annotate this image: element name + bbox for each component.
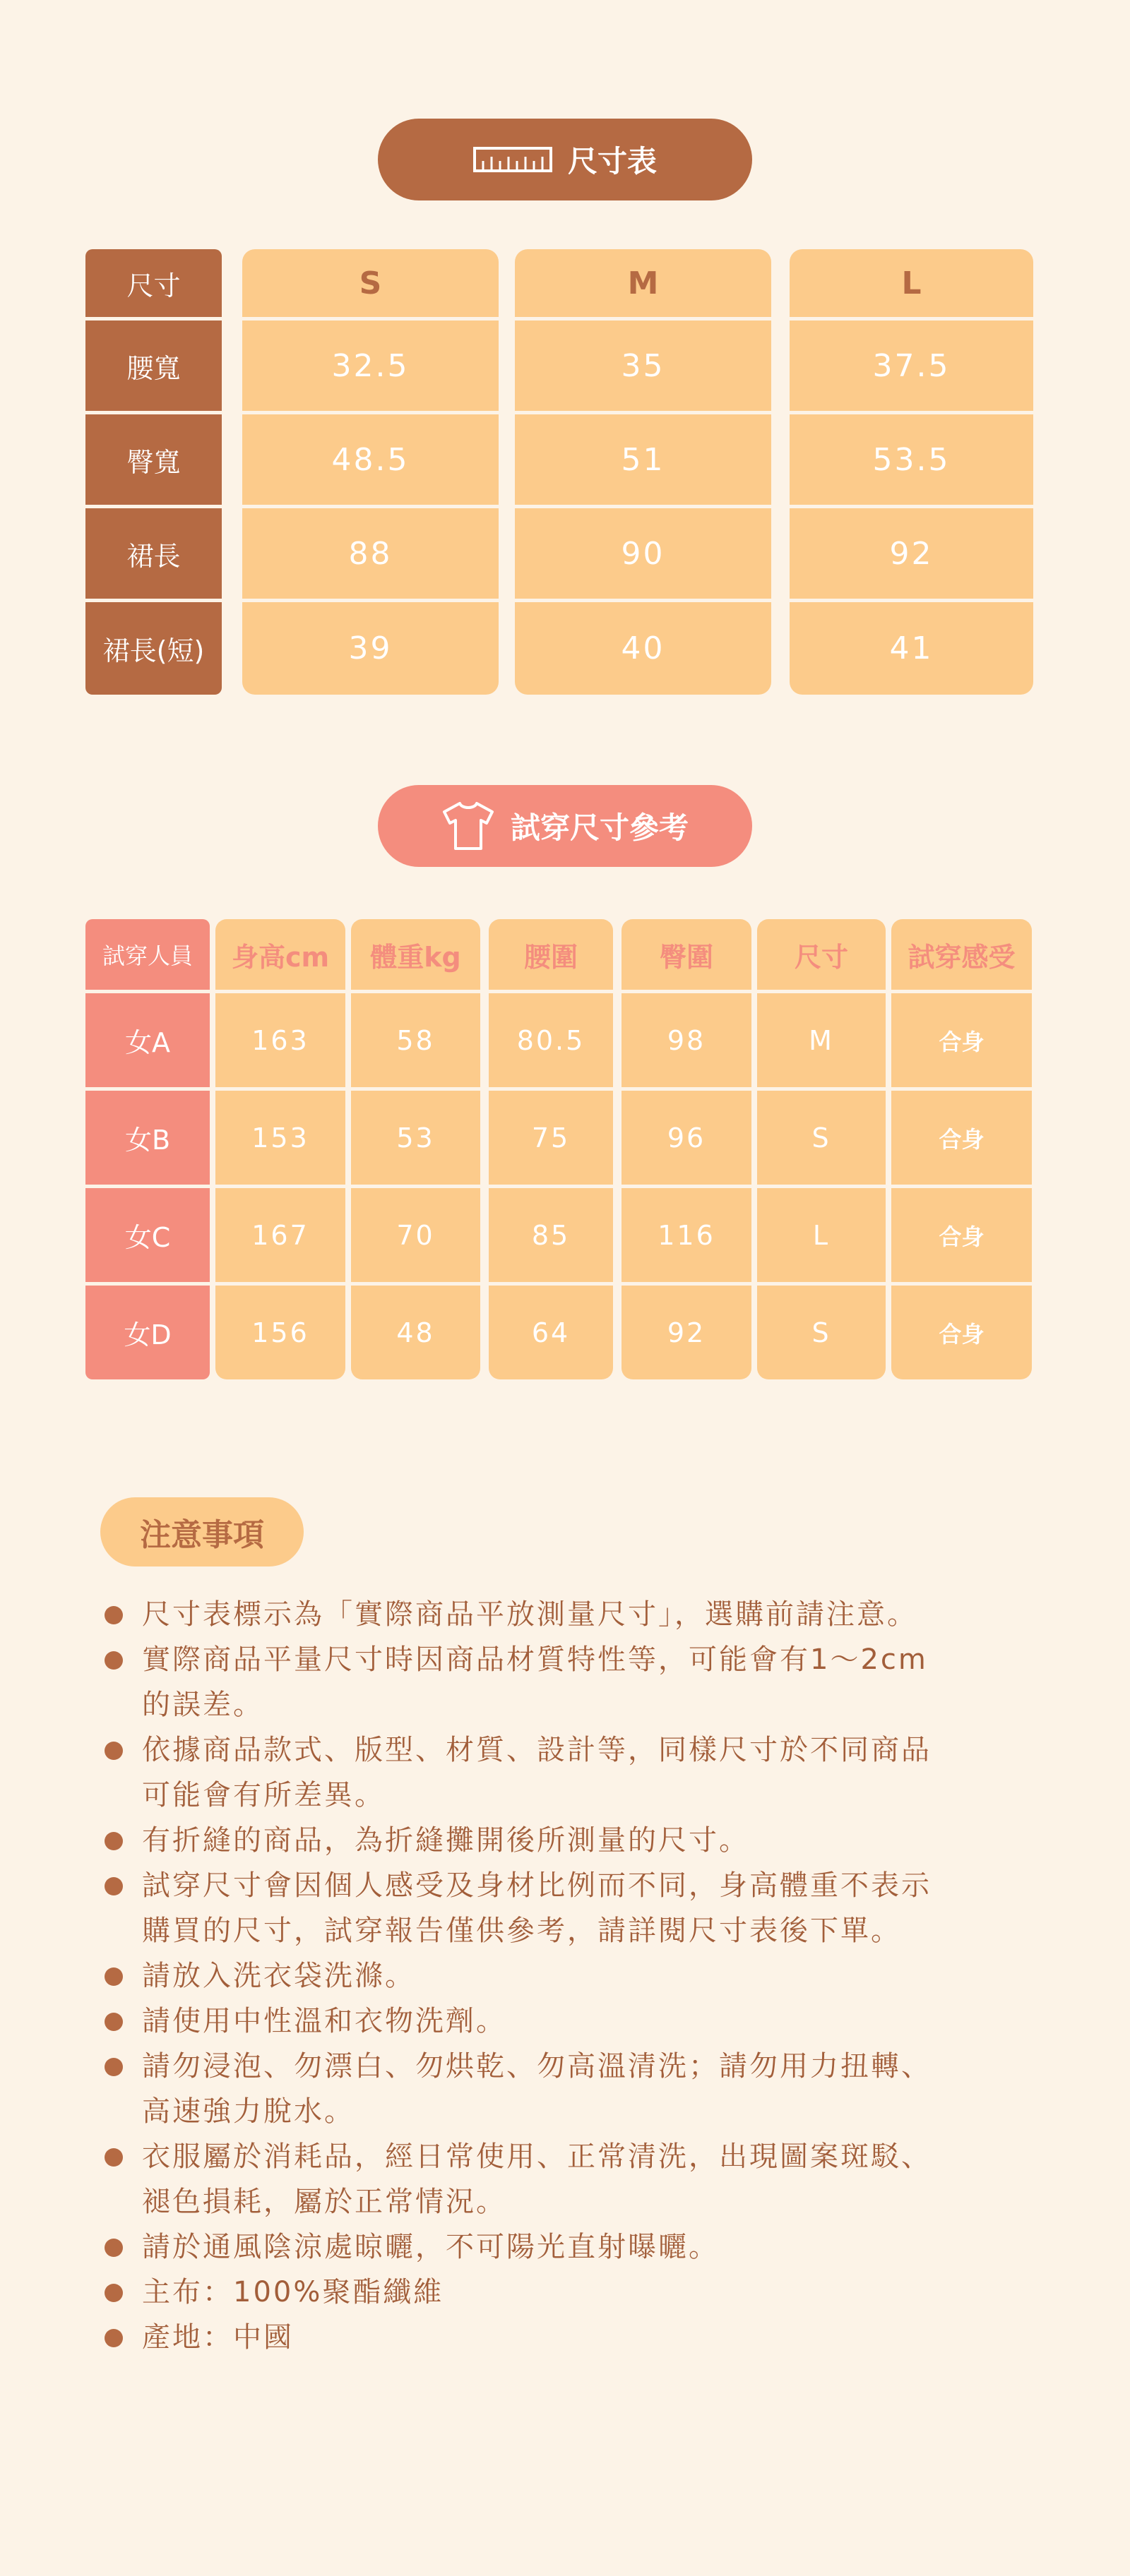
note-line: 依據商品款式、版型、材質、設計等，同樣尺寸於不同商品 <box>142 1734 932 1766</box>
try-on-header-label: 試穿人員 <box>85 919 210 990</box>
try-on-cell: L <box>757 1188 886 1282</box>
bullet-icon <box>105 1651 123 1670</box>
size-chart-cell: 90 <box>515 508 771 599</box>
size-chart-cell: 32.5 <box>242 320 499 411</box>
try-on-cell: 58 <box>351 993 480 1087</box>
try-on-cell: 153 <box>215 1091 345 1185</box>
size-chart-cell: 35 <box>515 320 771 411</box>
note-line: 有折縫的商品，為折縫攤開後所測量的尺寸。 <box>142 1824 749 1857</box>
note-item <box>102 1999 1028 2044</box>
size-chart-row-label: 裙長(短) <box>85 602 222 695</box>
note-item <box>102 1637 1028 1727</box>
size-chart-header-size: M <box>515 249 771 317</box>
note-item <box>102 2044 1028 2134</box>
size-chart-cell: 88 <box>242 508 499 599</box>
note-item <box>102 1727 1028 1818</box>
try-on-title-pill <box>378 785 752 867</box>
size-chart-cell: 40 <box>515 602 771 695</box>
bullet-icon <box>105 1606 123 1624</box>
try-on-person: 女D <box>85 1286 210 1379</box>
try-on-header: 腰圍 <box>489 919 613 990</box>
note-line: 產地：中國 <box>142 2321 294 2354</box>
try-on-cell: S <box>757 1286 886 1379</box>
size-chart-row-label: 臀寬 <box>85 414 222 505</box>
size-chart-title: 尺寸表 <box>567 144 657 179</box>
bullet-icon <box>105 1832 123 1850</box>
note-line: 主布：100%聚酯纖維 <box>142 2276 444 2308</box>
size-chart-cell: 48.5 <box>242 414 499 505</box>
size-chart-title-pill <box>378 119 752 200</box>
bullet-icon <box>105 2058 123 2076</box>
size-chart-header-label: 尺寸 <box>85 249 222 317</box>
try-on-cell: 156 <box>215 1286 345 1379</box>
try-on-person: 女A <box>85 993 210 1087</box>
ruler-icon <box>473 145 552 174</box>
bullet-icon <box>105 2329 123 2347</box>
note-item <box>102 1818 1028 1863</box>
try-on-cell: 70 <box>351 1188 480 1282</box>
notes-title-pill <box>100 1497 304 1566</box>
note-item <box>102 1863 1028 1953</box>
note-line: 尺寸表標示為「實際商品平放測量尺寸」，選購前請注意。 <box>142 1598 917 1631</box>
note-item <box>102 2224 1028 2270</box>
size-chart-cell: 41 <box>790 602 1033 695</box>
size-chart-cell: 53.5 <box>790 414 1033 505</box>
bullet-icon <box>105 2239 123 2257</box>
try-on-cell: 75 <box>489 1091 613 1185</box>
try-on-cell: S <box>757 1091 886 1185</box>
try-on-cell: 53 <box>351 1091 480 1185</box>
note-line: 請放入洗衣袋洗滌。 <box>142 1960 415 1992</box>
try-on-cell: 合身 <box>891 993 1032 1087</box>
note-line: 高速強力脫水。 <box>142 2095 355 2128</box>
size-chart-cell: 39 <box>242 602 499 695</box>
try-on-cell: 合身 <box>891 1091 1032 1185</box>
try-on-header: 臀圍 <box>622 919 751 990</box>
try-on-cell: 合身 <box>891 1286 1032 1379</box>
note-line: 褪色損耗，屬於正常情況。 <box>142 2186 506 2218</box>
try-on-cell: 96 <box>622 1091 751 1185</box>
try-on-person: 女B <box>85 1091 210 1185</box>
bullet-icon <box>105 1742 123 1760</box>
try-on-cell: 48 <box>351 1286 480 1379</box>
try-on-title: 試穿尺寸參考 <box>510 810 689 845</box>
try-on-cell: 92 <box>622 1286 751 1379</box>
note-line: 衣服屬於消耗品，經日常使用、正常清洗，出現圖案斑駁、 <box>142 2140 932 2173</box>
try-on-header: 試穿感受 <box>891 919 1032 990</box>
tshirt-icon <box>441 801 495 851</box>
note-item <box>102 2270 1028 2315</box>
note-line: 可能會有所差異。 <box>142 1779 385 1811</box>
note-line: 請於通風陰涼處晾曬，不可陽光直射曝曬。 <box>142 2231 719 2263</box>
note-line: 請使用中性溫和衣物洗劑。 <box>142 2005 506 2037</box>
size-chart-header-size: L <box>790 249 1033 317</box>
note-line: 試穿尺寸會因個人感受及身材比例而不同，身高體重不表示 <box>142 1869 932 1902</box>
try-on-cell: M <box>757 993 886 1087</box>
notes-list <box>102 1592 1028 2360</box>
try-on-cell: 167 <box>215 1188 345 1282</box>
size-chart-cell: 92 <box>790 508 1033 599</box>
try-on-cell: 64 <box>489 1286 613 1379</box>
try-on-header: 身高cm <box>215 919 345 990</box>
size-chart-row-label: 腰寬 <box>85 320 222 411</box>
note-item <box>102 1953 1028 1999</box>
note-line: 實際商品平量尺寸時因商品材質特性等，可能會有1～2cm <box>142 1643 928 1676</box>
try-on-cell: 116 <box>622 1188 751 1282</box>
try-on-cell: 80.5 <box>489 993 613 1087</box>
try-on-cell: 98 <box>622 993 751 1087</box>
notes-title: 注意事項 <box>140 1517 264 1553</box>
try-on-cell: 85 <box>489 1188 613 1282</box>
try-on-person: 女C <box>85 1188 210 1282</box>
bullet-icon <box>105 1967 123 1986</box>
size-chart-cell: 37.5 <box>790 320 1033 411</box>
bullet-icon <box>105 1877 123 1895</box>
try-on-cell: 163 <box>215 993 345 1087</box>
try-on-header: 體重kg <box>351 919 480 990</box>
note-line: 購買的尺寸，試穿報告僅供參考，請詳閱尺寸表後下單。 <box>142 1915 901 1947</box>
try-on-header: 尺寸 <box>757 919 886 990</box>
size-chart-header-size: S <box>242 249 499 317</box>
try-on-cell: 合身 <box>891 1188 1032 1282</box>
note-item <box>102 1592 1028 1637</box>
note-item <box>102 2315 1028 2360</box>
bullet-icon <box>105 2148 123 2167</box>
bullet-icon <box>105 2013 123 2031</box>
note-item <box>102 2134 1028 2224</box>
size-chart-cell: 51 <box>515 414 771 505</box>
size-chart-row-label: 裙長 <box>85 508 222 599</box>
bullet-icon <box>105 2284 123 2302</box>
note-line: 請勿浸泡、勿漂白、勿烘乾、勿高溫清洗；請勿用力扭轉、 <box>142 2050 932 2083</box>
note-line: 的誤差。 <box>142 1689 263 1721</box>
